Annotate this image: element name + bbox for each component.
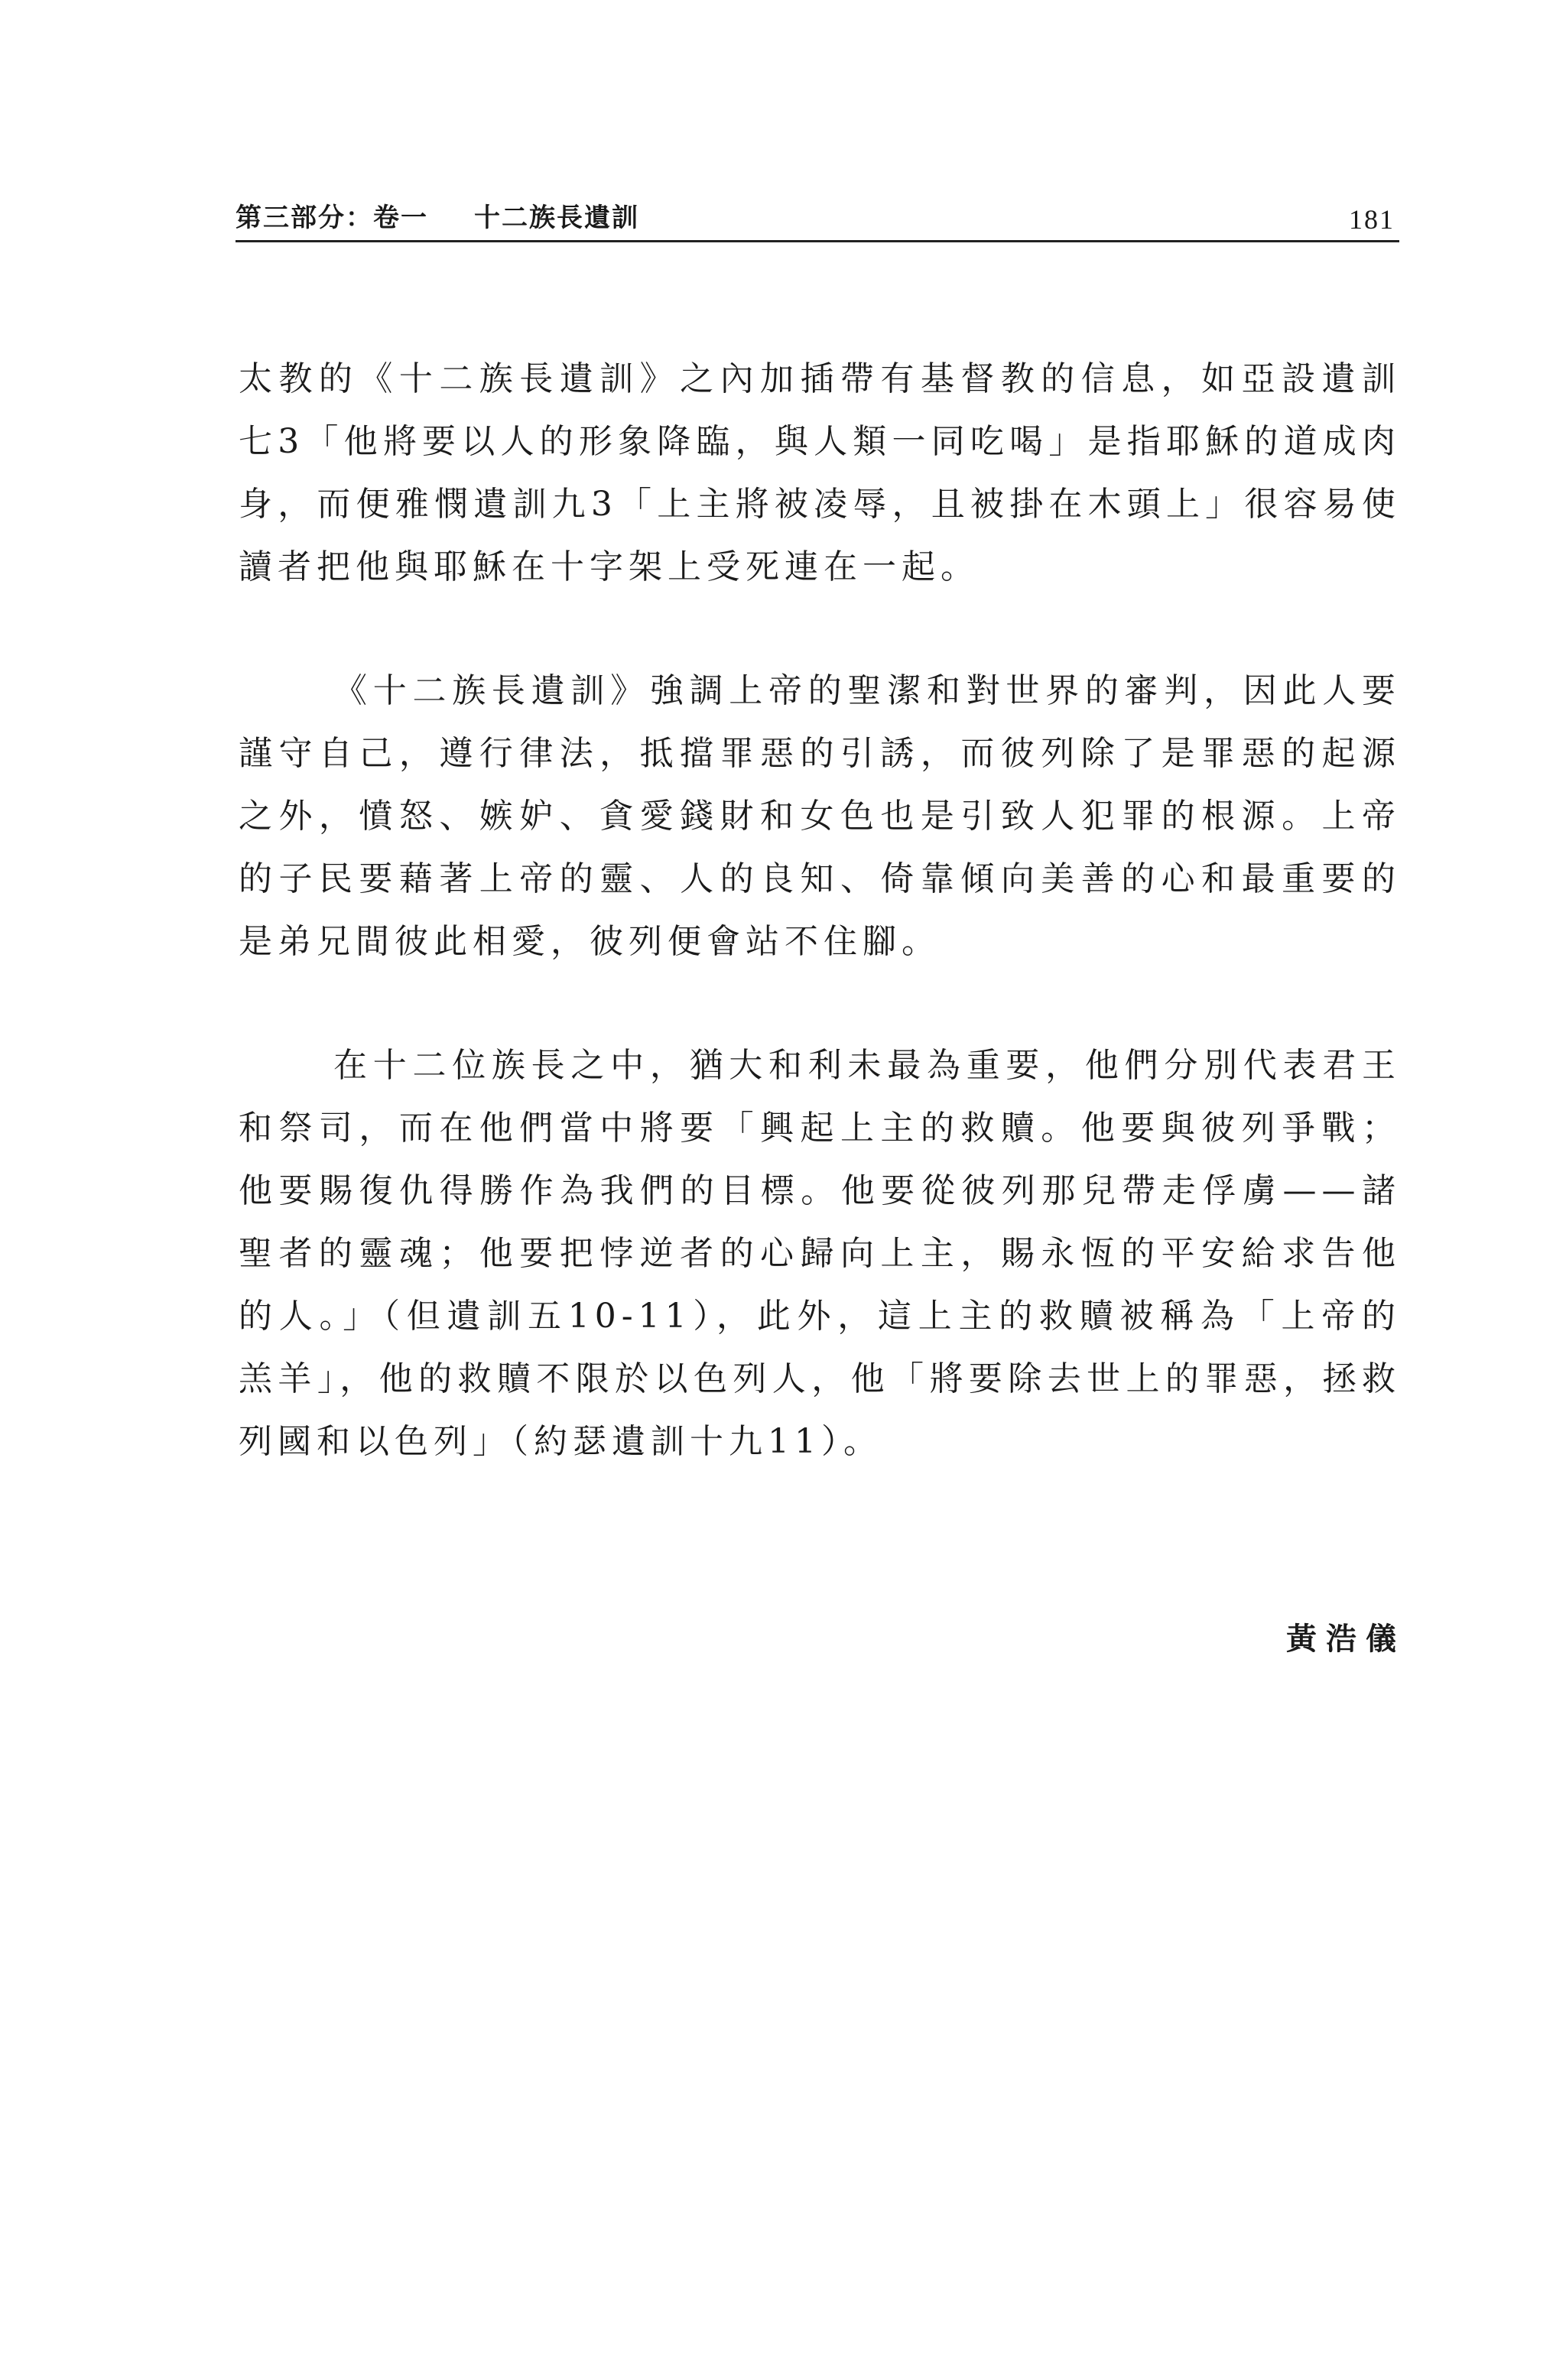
header-chapter-title: 十二族長遺訓 xyxy=(474,203,639,233)
paragraph: 在十二位族長之中，猶大和利未最為重要，他們分別代表君王和祭司，而在他們當中將要「興起上主的救贖。他要與彼列爭戰；他要賜復仇得勝作為我們的目標。他要從彼列那兒帶走俘虜——諸聖者的靈魂；他要把悖逆者的心歸向上主，賜永恆的平安給求告他的人。」（但遺訓五10-11），此外，這上主的救贖被稱為「上帝的羔羊」，他的救贖不限於以色列人，他「將要除去世上的罪惡，拯救列國和以色列」（約瑟遺訓十九11）。 xyxy=(239,1046,1401,1461)
header-part-label: 第三部分：卷一 xyxy=(236,203,428,233)
paragraph-continued: 太教的《十二族長遺訓》之內加插帶有基督教的信息，如亞設遺訓七3「他將要以人的形象降臨，與人類一同吃喝」是指耶穌的道成肉身，而便雅憫遺訓九3「上主將被凌辱，且被掛在木頭上」很容易使讀者把他與耶穌在十字架上受死連在一起。 xyxy=(239,359,1401,586)
author-signature: 黃浩儀 xyxy=(1286,1622,1405,1657)
body-text xyxy=(239,348,1401,1473)
paragraph: 《十二族長遺訓》強調上帝的聖潔和對世界的審判，因此人要謹守自己，遵行律法，抵擋罪惡的引誘，而彼列除了是罪惡的起源之外，憤怒、嫉妒、貪愛錢財和女色也是引致人犯罪的根源。上帝的子民要藉著上帝的靈、人的良知、倚靠傾向美善的心和最重要的是弟兄間彼此相愛，彼列便會站不住腳。 xyxy=(239,671,1401,961)
header-left xyxy=(236,196,639,234)
page-number: 181 xyxy=(1349,204,1395,235)
running-header xyxy=(236,194,1399,242)
